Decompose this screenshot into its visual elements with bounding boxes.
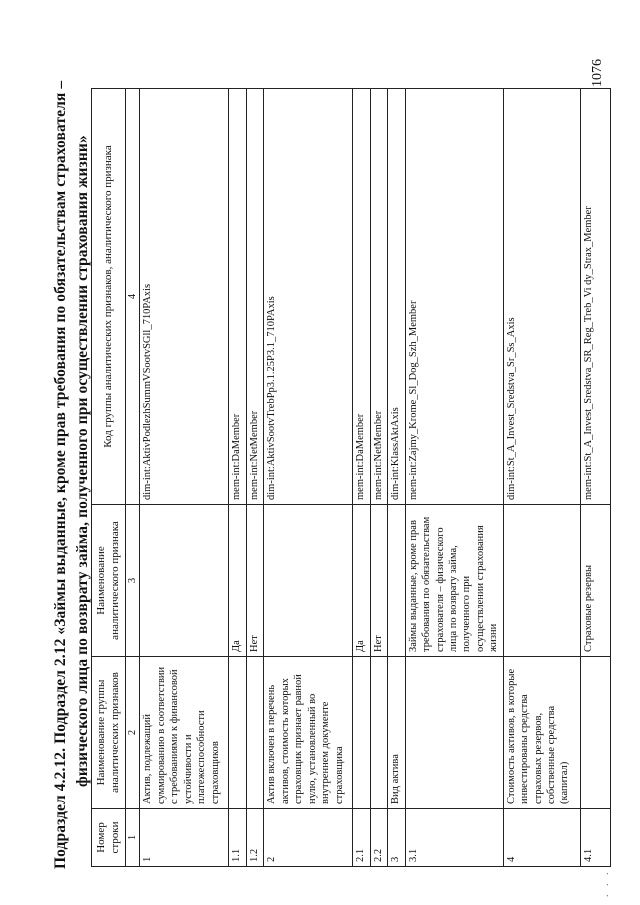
column-number: 1 <box>126 809 140 867</box>
feature-name <box>264 505 353 657</box>
group-name: Вид актива <box>388 657 405 809</box>
column-number: 2 <box>126 657 140 809</box>
group-name <box>370 657 387 809</box>
table-row <box>140 89 229 867</box>
header-feature-name: Наименование аналитического признака <box>92 505 126 657</box>
code: dim-int:St_A_Invest_Sredstva_Sr_Ss_Axis <box>503 89 580 505</box>
table-row <box>405 89 503 867</box>
row-number: 3.1 <box>405 809 503 867</box>
row-number: 3 <box>388 809 405 867</box>
code: mem-int:NetMember <box>370 89 387 505</box>
group-name: Стоимость активов, в которые инвестированы средства страховых резервов, собственные средства (капитал) <box>503 657 580 809</box>
feature-name: Нет <box>246 505 263 657</box>
table-row <box>503 89 580 867</box>
section-title-line-1: Подраздел 4.2.12. Подраздел 2.12 «Займы выданные, кроме прав требования по обязательствам страхователя – <box>52 80 69 869</box>
row-number: 1 <box>140 809 229 867</box>
analytic-features-table <box>91 88 611 867</box>
feature-name: Нет <box>370 505 387 657</box>
feature-name: Да <box>353 505 370 657</box>
code: dim-int:KlassAktAxis <box>388 89 405 505</box>
feature-name: Да <box>229 505 246 657</box>
header-code: Код группы аналитических признаков, аналитического признака <box>92 89 126 505</box>
column-number: 4 <box>126 89 140 505</box>
code: mem-int:Zajmy_Krome_Sl_Dog_Szh_Member <box>405 89 503 505</box>
feature-name: Займы выданные, кроме прав требования по обязательствам страхователя – физического лица по возврату займа, полученного при осуществлении страхования жизни <box>405 505 503 657</box>
feature-name: Страховые резервы <box>580 505 610 657</box>
row-number: 4.1 <box>580 809 610 867</box>
table-row <box>246 89 263 867</box>
row-number: 1.1 <box>229 809 246 867</box>
group-name: Актив включен в перечень активов, стоимость которых страховщик признает равной нулю, установленный во внутреннем документе страховщика <box>264 657 353 809</box>
table-row <box>229 89 246 867</box>
code: dim-int:AktivPodlezhSummVSootvSGll_710PAxis <box>140 89 229 505</box>
code: dim-int:AktivSootvTrebPp3.1.25P3.1_710PAxis <box>264 89 353 505</box>
code: mem-int:DaMember <box>229 89 246 505</box>
feature-name <box>140 505 229 657</box>
page-number: 1076 <box>590 59 605 87</box>
group-name: Актив, подлежащий суммированию в соответствии с требованиями к финансовой устойчивости и платежеспособности страховщиков <box>140 657 229 809</box>
table-row <box>388 89 405 867</box>
feature-name <box>503 505 580 657</box>
row-number: 4 <box>503 809 580 867</box>
group-name <box>405 657 503 809</box>
header-group-name: Наименование группы аналитических признаков <box>92 657 126 809</box>
row-number: 2.1 <box>353 809 370 867</box>
table-row <box>370 89 387 867</box>
column-number: 3 <box>126 505 140 657</box>
header-row-number: Номер строки <box>92 809 126 867</box>
group-name <box>580 657 610 809</box>
section-title-line-2: физического лица по возврату займа, полученного при осуществлении страхования жизни» <box>74 135 91 787</box>
group-name <box>246 657 263 809</box>
row-number: 2 <box>264 809 353 867</box>
code: mem-int:NetMember <box>246 89 263 505</box>
row-number: 1.2 <box>246 809 263 867</box>
table-row <box>580 89 610 867</box>
table-row <box>353 89 370 867</box>
code: mem-int:DaMember <box>353 89 370 505</box>
feature-name <box>388 505 405 657</box>
table-row <box>264 89 353 867</box>
group-name <box>229 657 246 809</box>
scan-marks: . . . <box>600 869 611 897</box>
code: mem-int:St_A_Invest_Sredstva_SR_Reg_Treb_Vi dy_Strax_Member <box>580 89 610 505</box>
row-number: 2.2 <box>370 809 387 867</box>
group-name <box>353 657 370 809</box>
